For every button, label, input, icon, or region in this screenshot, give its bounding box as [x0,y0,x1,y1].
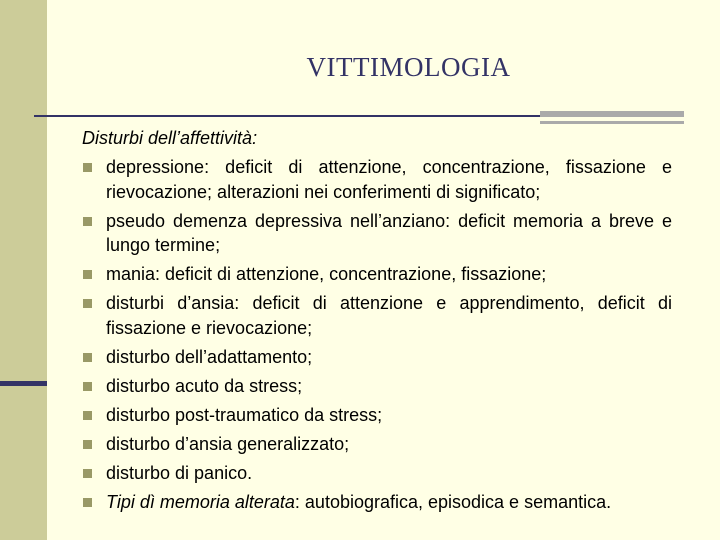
square-bullet-icon [83,163,92,172]
square-bullet-icon [83,440,92,449]
list-item [82,155,672,204]
title-divider-grey-line [540,121,684,124]
list-item [82,490,672,515]
square-bullet-icon [83,270,92,279]
square-bullet-icon [83,217,92,226]
slide-title: VITTIMOLOGIA [306,52,511,82]
square-bullet-icon [83,498,92,507]
list-item-text: disturbo d’ansia generalizzato; [106,433,350,454]
list-item [82,374,672,399]
list-item [82,262,672,287]
square-bullet-icon [83,411,92,420]
list-item-text: disturbo di panico. [106,462,253,483]
list-item-text: pseudo demenza depressiva nell’anziano: deficit memoria a breve e lungo termine; [106,210,672,255]
list-item [82,403,672,428]
left-bar-accent-stripe [0,381,47,386]
list-item-text: mania: deficit di attenzione, concentrazione, fissazione; [106,264,547,284]
list-item-italic-text: Tipi dì memoria alterata [106,491,295,512]
list-item [82,461,672,486]
list-item [82,209,672,258]
left-decorative-bar [0,0,47,540]
section-heading: Disturbi dell’affettività: [82,128,258,148]
list-item-text: disturbi d’ansia: deficit di attenzione e apprendimento, deficit di fissazione e rievocazione; [106,293,672,338]
bullet-list [82,155,672,514]
list-item [82,432,672,457]
slide-body [82,126,672,519]
square-bullet-icon [83,299,92,308]
square-bullet-icon [83,469,92,478]
list-item-text: disturbo acuto da stress; [106,375,303,396]
list-item-text: disturbo post-traumatico da stress; [106,404,383,425]
list-item-text: disturbo dell’adattamento; [106,346,313,367]
square-bullet-icon [83,353,92,362]
title-divider-grey-block [540,111,684,117]
list-item-text: depressione: deficit di attenzione, concentrazione, fissazione e rievocazione; alterazioni nei conferimenti di significato; [106,157,672,202]
list-item [82,345,672,370]
square-bullet-icon [83,382,92,391]
list-item [82,291,672,340]
list-item-text: : autobiografica, episodica e semantica. [294,491,612,512]
